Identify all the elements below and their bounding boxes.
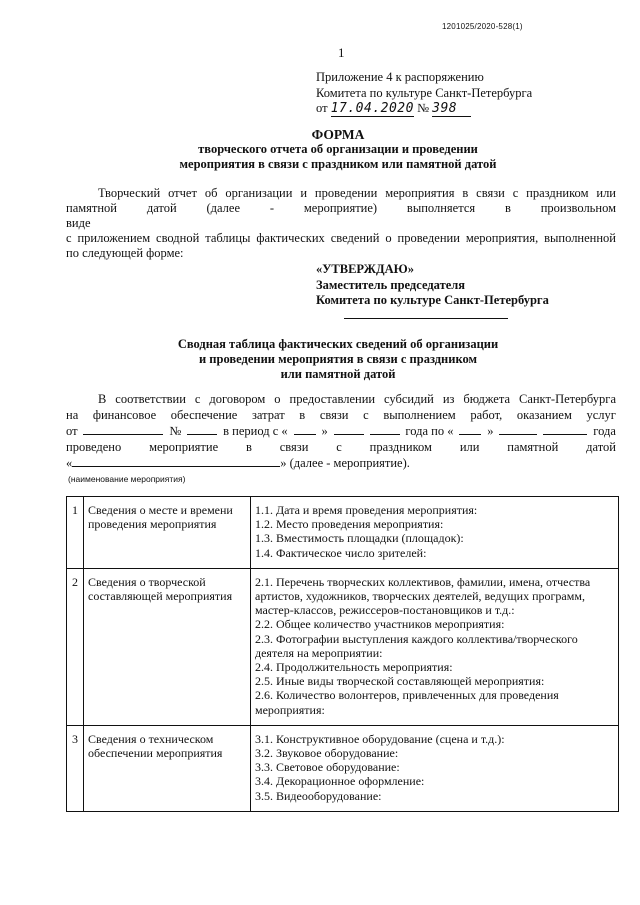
list-item: 3.1. Конструктивное оборудование (сцена и т.д.):: [255, 731, 505, 746]
row-items: [251, 725, 619, 811]
row-number: 2: [67, 568, 84, 725]
approval-line-2: Заместитель председателя: [316, 277, 466, 292]
intro-paragraph: [66, 186, 616, 261]
appendix-number: 398: [432, 101, 471, 117]
event-name-blank: [72, 456, 280, 467]
appendix-no-prefix: №: [417, 101, 430, 115]
contract-row-3: от № в период с « » года по « » года: [66, 424, 616, 438]
appendix-date: 17.04.2020: [330, 101, 414, 116]
approval-block: [316, 262, 549, 309]
list-item: 1.3. Вместимость площадки (площадок):: [255, 531, 464, 546]
table-row: [67, 497, 619, 569]
row-number: 3: [67, 725, 84, 811]
end-day-blank: [459, 424, 481, 435]
start-year-blank: [370, 424, 400, 435]
row-items: [251, 497, 619, 569]
summary-title-line-3: или памятной датой: [280, 367, 396, 381]
appendix-line-1: Приложение 4 к распоряжению: [316, 70, 484, 84]
list-item: 1.2. Место проведения мероприятия:: [255, 517, 444, 532]
summary-title: [60, 337, 616, 382]
info-table: [66, 496, 619, 812]
intro-line-2: памятной датой (далее - мероприятие) выполняется в произвольном виде: [66, 201, 616, 230]
start-day-blank: [294, 424, 316, 435]
list-item: 1.4. Фактическое число зрителей:: [255, 545, 427, 560]
list-item: 2.5. Иные виды творческой составляющей мероприятия:: [255, 674, 545, 689]
row-title: Сведения о творческой составляющей мероприятия: [84, 568, 251, 725]
contract-row-2: на финансовое обеспечение затрат в связи с выполнением работ, оказанием услуг: [66, 408, 616, 422]
page-number: 1: [338, 45, 345, 60]
list-item: 2.1. Перечень творческих коллективов, фамилии, имена, отчества артистов, художников, творческих деятелей, ведущих программ, мастер-классов, режиссеров-постановщиков и т.д.:: [255, 574, 591, 618]
signature-line: [344, 318, 508, 319]
form-title-line-2: творческого отчета об организации и проведении: [198, 142, 478, 156]
row-title: Сведения о техническом обеспечении мероприятия: [84, 725, 251, 811]
start-month-blank: [334, 424, 364, 435]
summary-title-line-1: Сводная таблица фактических сведений об организации: [177, 337, 499, 351]
appendix-date-line: [316, 101, 532, 117]
end-year-blank: [543, 424, 587, 435]
form-title-line-1: ФОРМА: [311, 127, 365, 142]
approval-line-3: Комитета по культуре Санкт-Петербурга: [316, 293, 549, 307]
contract-row-4: проведено мероприятие в связи с праздником или памятной датой: [66, 440, 616, 454]
event-name-note: (наименование мероприятия): [68, 474, 186, 484]
contract-number-blank: [187, 424, 217, 435]
intro-line-1: Творческий отчет об организации и проведении мероприятия в связи с праздником или: [98, 186, 616, 200]
list-item: 3.3. Световое оборудование:: [255, 760, 400, 775]
contract-date-blank: [83, 424, 163, 435]
list-item: 3.5. Видеооборудование:: [255, 788, 382, 803]
intro-line-3: с приложением сводной таблицы фактических сведений о проведении мероприятия, выполненной: [66, 231, 616, 245]
appendix-line-2: Комитета по культуре Санкт-Петербурга: [316, 85, 533, 100]
row-title: Сведения о месте и времени проведения мероприятия: [84, 497, 251, 569]
list-item: 2.6. Количество волонтеров, привлеченных для проведения мероприятия:: [255, 688, 559, 717]
contract-row-5: « » (далее - мероприятие).: [66, 456, 410, 470]
list-item: 1.1. Дата и время проведения мероприятия:: [255, 503, 478, 517]
list-item: 2.3. Фотографии выступления каждого коллектива/творческого деятеля на мероприятии:: [255, 631, 578, 660]
table-row: [67, 725, 619, 811]
appendix-date-prefix: от: [316, 101, 328, 115]
appendix-block: [316, 70, 532, 117]
end-month-blank: [499, 424, 537, 435]
list-item: 3.2. Звуковое оборудование:: [255, 746, 399, 761]
table-row: [67, 568, 619, 725]
summary-title-line-2: и проведении мероприятия в связи с праздником: [198, 352, 478, 366]
row-items: [251, 568, 619, 725]
row-number: 1: [67, 497, 84, 569]
list-item: 3.4. Декорационное оформление:: [255, 774, 425, 789]
approval-line-1: «УТВЕРЖДАЮ»: [316, 262, 414, 276]
document-code: 1201025/2020-528(1): [442, 22, 523, 31]
contract-row-1: В соответствии с договором о предоставлении субсидий из бюджета Санкт-Петербурга: [98, 392, 616, 406]
list-item: 2.4. Продолжительность мероприятия:: [255, 660, 453, 675]
intro-line-4: по следующей форме:: [66, 246, 184, 260]
form-title: [60, 127, 616, 172]
form-title-line-3: мероприятия в связи с праздником или памятной датой: [179, 157, 497, 171]
list-item: 2.2. Общее количество участников мероприятия:: [255, 617, 505, 632]
